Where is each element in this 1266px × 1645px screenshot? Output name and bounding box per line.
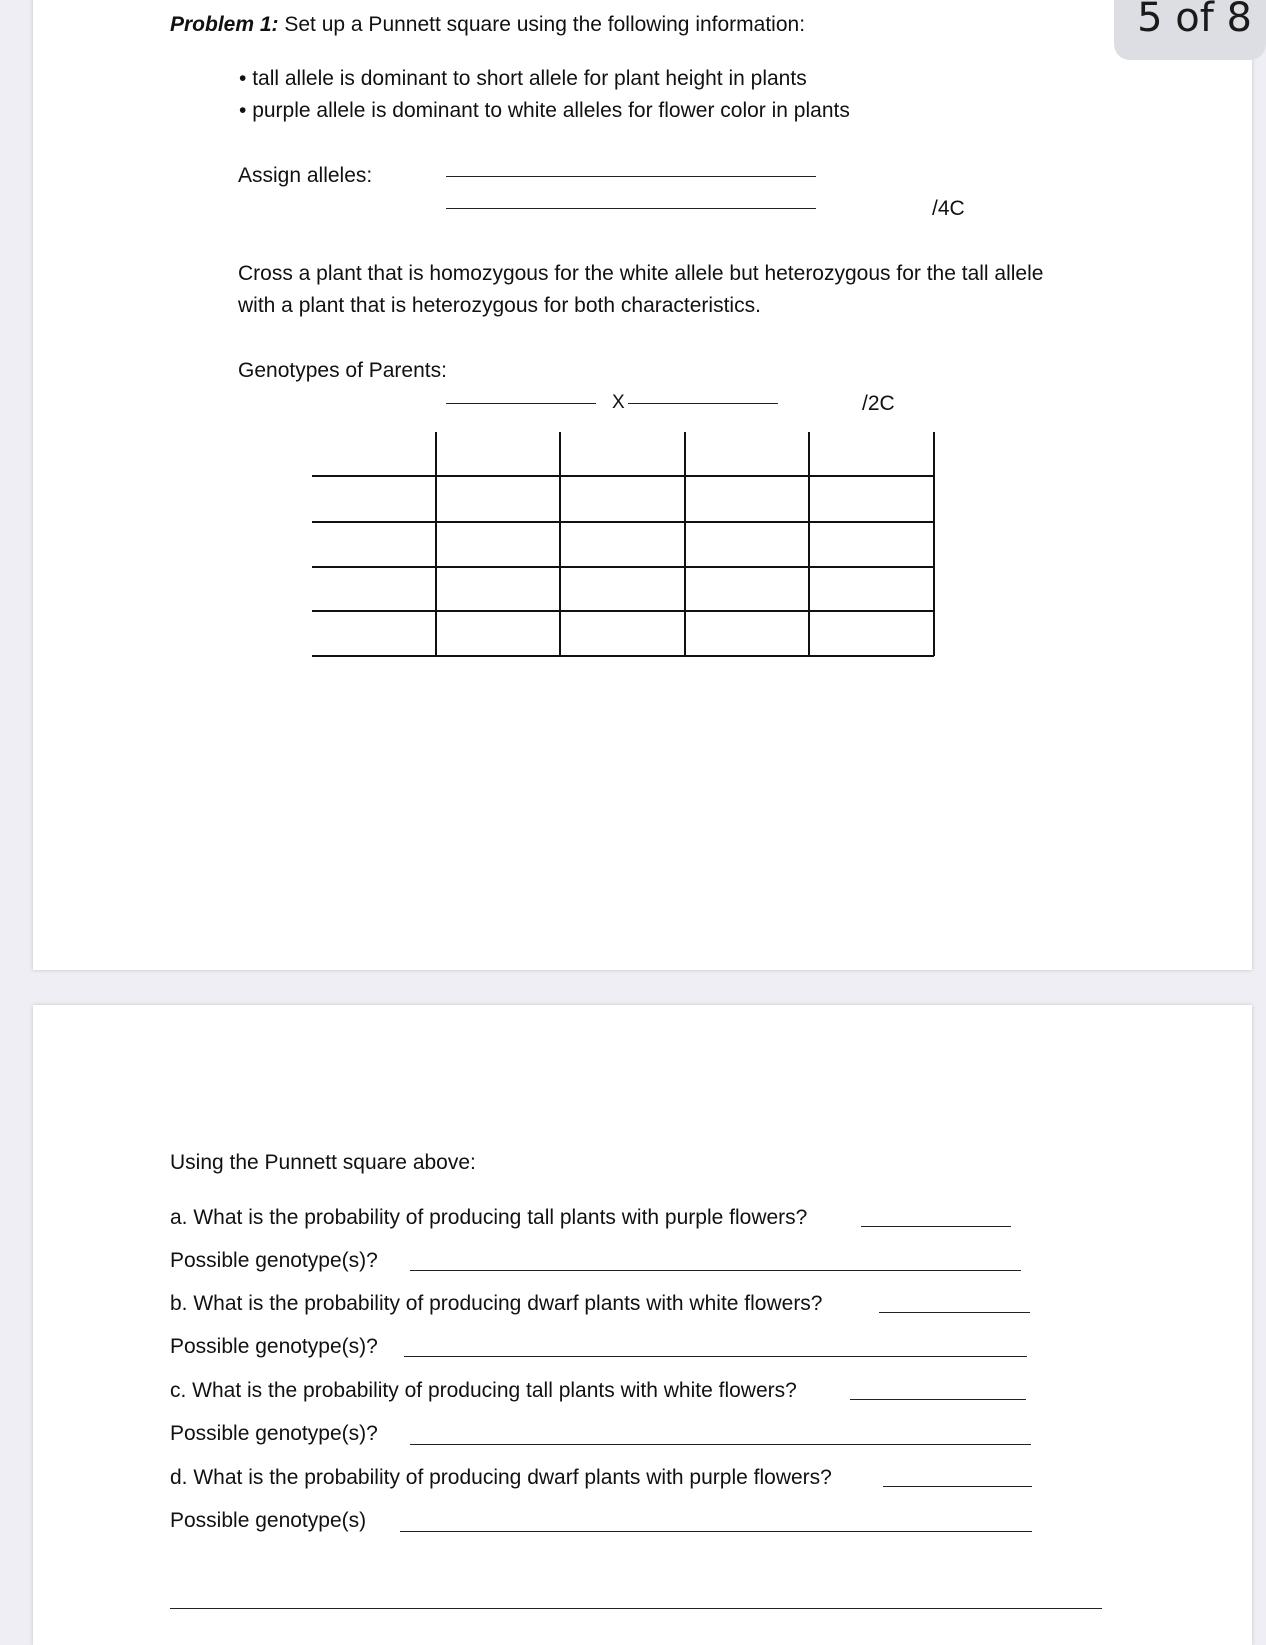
assign-alleles-label: Assign alleles: <box>238 164 373 187</box>
cross-instruction-line-1: Cross a plant that is homozygous for the white allele but heterozygous for the tall allele <box>238 262 1044 285</box>
problem-instruction: Set up a Punnett square using the following information: <box>284 13 806 36</box>
page-indicator: 5 of 8 <box>1114 0 1266 60</box>
questions-intro: Using the Punnett square above: <box>170 1151 476 1174</box>
question-a: a. What is the probability of producing tall plants with purple flowers? <box>170 1206 808 1229</box>
problem-label: Problem 1: <box>170 13 279 36</box>
question-d: d. What is the probability of producing dwarf plants with purple flowers? <box>170 1466 832 1489</box>
genotype-b-label: Possible genotype(s)? <box>170 1335 378 1358</box>
genotype-a-label: Possible genotype(s)? <box>170 1249 378 1272</box>
bottom-divider <box>170 1608 1102 1609</box>
genotype-c-label: Possible genotype(s)? <box>170 1422 378 1445</box>
question-b: b. What is the probability of producing dwarf plants with white flowers? <box>170 1292 823 1315</box>
genotype-line-a[interactable] <box>410 1270 1021 1271</box>
answer-line-a[interactable] <box>861 1226 1011 1227</box>
cross-instruction-line-2: with a plant that is heterozygous for both characteristics. <box>238 294 761 317</box>
genotypes-score: /2C <box>862 392 895 415</box>
genotype-line-c[interactable] <box>410 1444 1031 1445</box>
answer-line-d[interactable] <box>883 1486 1032 1487</box>
question-c: c. What is the probability of producing tall plants with white flowers? <box>170 1379 797 1402</box>
genotypes-label: Genotypes of Parents: <box>238 359 447 382</box>
assign-score: /4C <box>932 197 965 220</box>
genotype-line-b[interactable] <box>404 1356 1027 1357</box>
cross-symbol: X <box>612 392 625 413</box>
punnett-square-grid[interactable] <box>33 0 1252 970</box>
worksheet-page-1 <box>33 0 1252 970</box>
answer-line-c[interactable] <box>850 1399 1026 1400</box>
bullet-item: • purple allele is dominant to white alleles for flower color in plants <box>239 99 850 122</box>
bullet-dot-icon: • <box>239 67 247 90</box>
answer-line-b[interactable] <box>879 1312 1030 1313</box>
worksheet-page-2 <box>33 1005 1252 1645</box>
genotype-d-label: Possible genotype(s) <box>170 1509 367 1532</box>
bullet-dot-icon: • <box>239 99 247 122</box>
bullet-item: • tall allele is dominant to short allele for plant height in plants <box>239 67 807 90</box>
genotype-line-d[interactable] <box>400 1531 1032 1532</box>
